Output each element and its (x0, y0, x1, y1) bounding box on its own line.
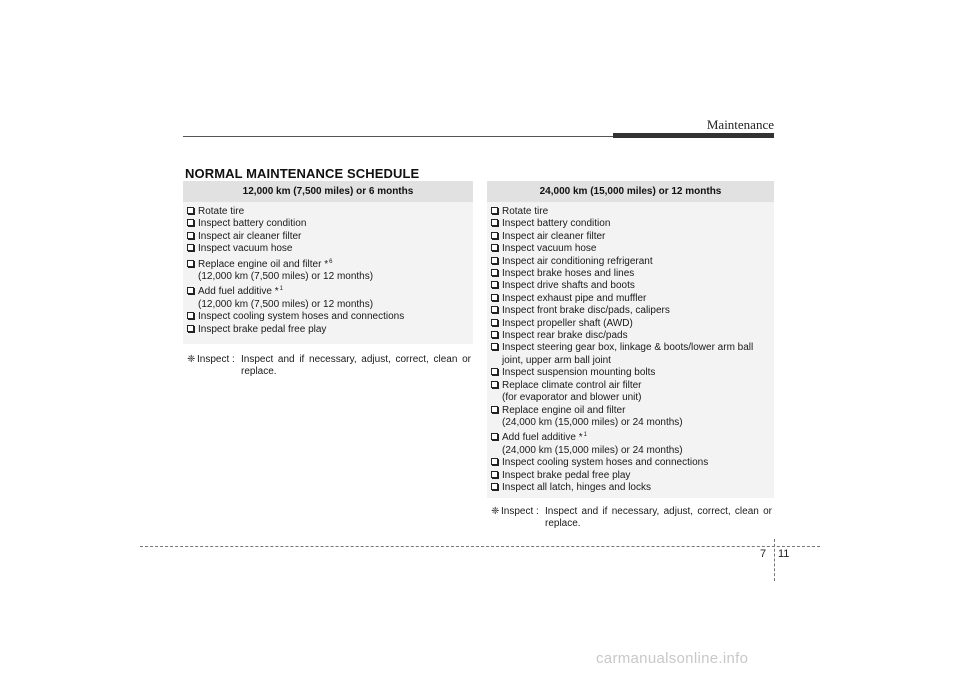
checklist-item-text: Inspect suspension mounting bolts (502, 367, 656, 379)
checklist-item-detail: (12,000 km (7,500 miles) or 12 months) (198, 298, 374, 310)
checkbox-icon (491, 483, 498, 490)
checkbox-icon (491, 244, 498, 251)
checklist-item-detail: joint, upper arm ball joint (502, 354, 611, 366)
checklist-item-text: Inspect all latch, hinges and locks (502, 481, 651, 493)
checklist-item (491, 256, 772, 268)
checklist-item (187, 206, 471, 218)
note-text: Inspect and if necessary, adjust, correct, clean or (545, 506, 772, 517)
footer-rule (140, 546, 820, 547)
checklist-item (491, 305, 772, 317)
footnote-reference: 6 (329, 258, 333, 265)
checklist-item-text: Inspect brake hoses and lines (502, 268, 635, 280)
checkbox-icon (491, 343, 498, 350)
checklist-item-text: Replace engine oil and filter (502, 404, 626, 416)
checkbox-icon (187, 312, 194, 319)
checklist-item (187, 243, 471, 255)
checklist-item (491, 470, 772, 482)
checkbox-icon (187, 244, 194, 251)
checklist-item (491, 218, 772, 230)
header-rule (183, 136, 613, 137)
column-2-checklist (491, 206, 772, 494)
checkbox-icon (491, 471, 498, 478)
checklist-item (491, 206, 772, 218)
watermark-text: carmanualsonline.info (596, 650, 749, 667)
note-symbol: ❈ (491, 506, 500, 517)
checklist-item (491, 318, 772, 330)
checklist-item (491, 429, 772, 444)
checklist-item-text: Inspect vacuum hose (198, 243, 293, 255)
chapter-number: 7 (760, 548, 767, 560)
checklist-item (491, 280, 772, 292)
checklist-item-text: Add fuel additive * (502, 432, 583, 444)
checklist-item (491, 405, 772, 417)
column-1-checklist (187, 206, 471, 336)
note-text: Inspect and if necessary, adjust, correct, clean or (241, 354, 471, 365)
checklist-item-text: Inspect vacuum hose (502, 243, 597, 255)
checkbox-icon (187, 219, 194, 226)
checkbox-icon (491, 207, 498, 214)
checklist-item-text: Inspect brake pedal free play (198, 323, 327, 335)
checkbox-icon (491, 281, 498, 288)
checkbox-icon (187, 325, 194, 332)
checkbox-icon (491, 331, 498, 338)
checkbox-icon (491, 306, 498, 313)
note-label: Inspect : (501, 506, 539, 517)
checkbox-icon (491, 232, 498, 239)
page-number: 11 (778, 548, 790, 560)
checkbox-icon (491, 219, 498, 226)
checkbox-icon (491, 257, 498, 264)
column-1-heading: 12,000 km (7,500 miles) or 6 months (183, 181, 473, 202)
checklist-item (187, 218, 471, 230)
checkbox-icon (491, 458, 498, 465)
checklist-item (491, 268, 772, 280)
checklist-item-text: Inspect steering gear box, linkage & boots/lower arm ball (502, 342, 754, 354)
checkbox-icon (491, 433, 498, 440)
checkbox-icon (491, 406, 498, 413)
header-accent-bar (613, 133, 774, 138)
checkbox-icon (187, 232, 194, 239)
checklist-item-text: Inspect battery condition (502, 218, 611, 230)
note-label: Inspect : (197, 354, 235, 365)
checklist-item (491, 330, 772, 342)
checklist-item-text: Rotate tire (502, 206, 549, 217)
checklist-item (491, 342, 772, 354)
checklist-item-text: Inspect battery condition (198, 218, 307, 230)
column-1-note (187, 354, 471, 379)
checklist-item-text: Inspect air conditioning refrigerant (502, 255, 653, 267)
checkbox-icon (491, 381, 498, 388)
checklist-item (491, 293, 772, 305)
checklist-item (187, 231, 471, 243)
checklist-item-text: Inspect air cleaner filter (502, 230, 606, 242)
checklist-item (491, 380, 772, 392)
checklist-item-text: Inspect rear brake disc/pads (502, 330, 628, 342)
checklist-item (187, 283, 471, 298)
checkbox-icon (491, 319, 498, 326)
checklist-item (491, 457, 772, 469)
checklist-item (187, 256, 471, 271)
footer-page-divider (774, 539, 775, 581)
checklist-item-text: Add fuel additive * (198, 286, 279, 298)
checklist-item-text: Inspect front brake disc/pads, calipers (502, 305, 670, 317)
checklist-item-text: Inspect propeller shaft (AWD) (502, 317, 633, 329)
checklist-item-detail: (12,000 km (7,500 miles) or 12 months) (198, 271, 374, 283)
checklist-item-text: Inspect air cleaner filter (198, 230, 302, 242)
checkbox-icon (187, 287, 194, 294)
note-text-continued: replace. (545, 518, 581, 530)
note-symbol: ❈ (187, 354, 196, 365)
checkbox-icon (491, 368, 498, 375)
checkbox-icon (187, 207, 194, 214)
checklist-item (187, 324, 471, 336)
checklist-item (491, 482, 772, 494)
column-2-heading: 24,000 km (15,000 miles) or 12 months (487, 181, 774, 202)
checklist-item (187, 311, 471, 323)
footnote-reference: 1 (583, 432, 587, 439)
checklist-item-text: Inspect cooling system hoses and connections (502, 457, 709, 469)
checklist-item-text: Inspect exhaust pipe and muffler (502, 292, 647, 304)
checklist-item (491, 231, 772, 243)
checklist-item-detail: (24,000 km (15,000 miles) or 24 months) (502, 416, 683, 428)
column-2-note (491, 506, 772, 531)
checklist-item (491, 367, 772, 379)
checklist-item-text: Replace engine oil and filter * (198, 258, 329, 270)
checklist-item-text: Rotate tire (198, 206, 245, 217)
note-text-continued: replace. (241, 366, 277, 378)
footnote-reference: 1 (279, 286, 283, 293)
checkbox-icon (491, 269, 498, 276)
checkbox-icon (187, 260, 194, 267)
section-title: Maintenance (706, 117, 774, 132)
checklist-item-text: Inspect cooling system hoses and connections (198, 311, 405, 323)
checklist-item-text: Inspect drive shafts and boots (502, 280, 635, 292)
checklist-item-text: Inspect brake pedal free play (502, 469, 631, 481)
page-heading: NORMAL MAINTENANCE SCHEDULE (185, 166, 420, 181)
checklist-item-detail: (for evaporator and blower unit) (502, 392, 642, 404)
checkbox-icon (491, 294, 498, 301)
checklist-item (491, 243, 772, 255)
checklist-item-detail: (24,000 km (15,000 miles) or 24 months) (502, 444, 683, 456)
checklist-item-text: Replace climate control air filter (502, 379, 642, 391)
